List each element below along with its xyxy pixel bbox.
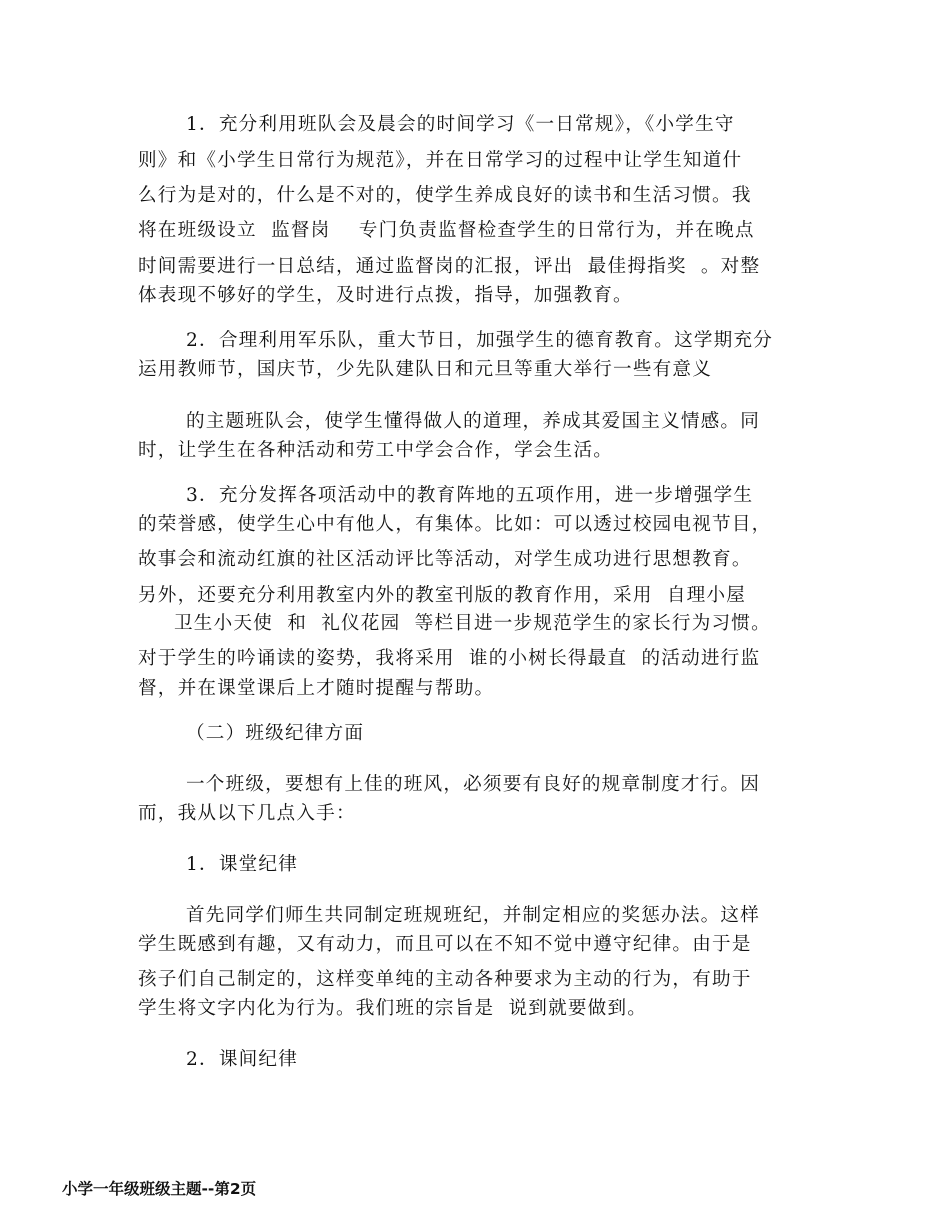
- text-line: 而，我从以下几点入手：: [138, 803, 356, 824]
- text-line: 运用教师节，国庆节，少先队建队日和元旦等重大举行一些有意义: [138, 359, 713, 380]
- text-line: 体表现不够好的学生，及时进行点拨，指导，加强教育。: [138, 285, 633, 306]
- text-line: 故事会和流动红旗的社区活动评比等活动，对学生成功进行思想教育。: [138, 549, 752, 570]
- text-line: 将在班级设立 监督岗 专门负责监督检查学生的日常行为，并在晚点: [138, 220, 755, 241]
- text-line: 1．充分利用班队会及晨会的时间学习《一日常规》，《小学生守: [186, 114, 735, 135]
- text-line: 时，让学生在各种活动和劳工中学会合作，学会生活。: [138, 440, 614, 461]
- section-heading: （二）班级纪律方面: [186, 723, 365, 744]
- text-line: 一个班级，要想有上佳的班风，必须要有良好的规章制度才行。因: [186, 774, 761, 795]
- text-line: 么行为是对的，什么是不对的，使学生养成良好的读书和生活习惯。我: [138, 185, 752, 206]
- text-line: 卫生小天使 和 礼仪花园 等栏目进一步规范学生的家长行为习惯。: [174, 613, 771, 634]
- text-line: 督，并在课堂课后上才随时提醒与帮助。: [138, 678, 495, 699]
- text-line: 3．充分发挥各项活动中的教育阵地的五项作用，进一步增强学生: [186, 485, 754, 506]
- text-line: 学生既感到有趣，又有动力，而且可以在不知不觉中遵守纪律。由于是: [138, 934, 752, 955]
- text-line: 时间需要进行一日总结，通过监督岗的汇报，评出 最佳拇指奖 。对整: [138, 256, 761, 277]
- page-footer: 小学一年级班级主题--第2页: [62, 1180, 257, 1198]
- text-line: 孩子们自己制定的，这样变单纯的主动各种要求为主动的行为，有助于: [138, 969, 752, 990]
- subsection-heading: 2．课间纪律: [186, 1049, 298, 1070]
- subsection-heading: 1．课堂纪律: [186, 854, 298, 875]
- text-line: 另外，还要充分利用教室内外的教室刊版的教育作用，采用 自理小屋: [138, 585, 747, 606]
- text-line: 2．合理利用军乐队，重大节日，加强学生的德育教育。这学期充分: [186, 330, 774, 351]
- text-line: 对于学生的吟诵读的姿势，我将采用 谁的小树长得最直 的活动进行监: [138, 648, 761, 669]
- text-line: 则》和《小学生日常行为规范》，并在日常学习的过程中让学生知道什: [138, 150, 743, 171]
- text-line: 的荣誉感，使学生心中有他人，有集体。比如：可以透过校园电视节目，: [138, 514, 772, 535]
- text-line: 首先同学们师生共同制定班规班纪，并制定相应的奖惩办法。这样: [186, 905, 761, 926]
- text-line: 的主题班队会，使学生懂得做人的道理，养成其爱国主义情感。同: [186, 411, 761, 432]
- text-line: 学生将文字内化为行为。我们班的宗旨是 说到就要做到。: [138, 998, 648, 1019]
